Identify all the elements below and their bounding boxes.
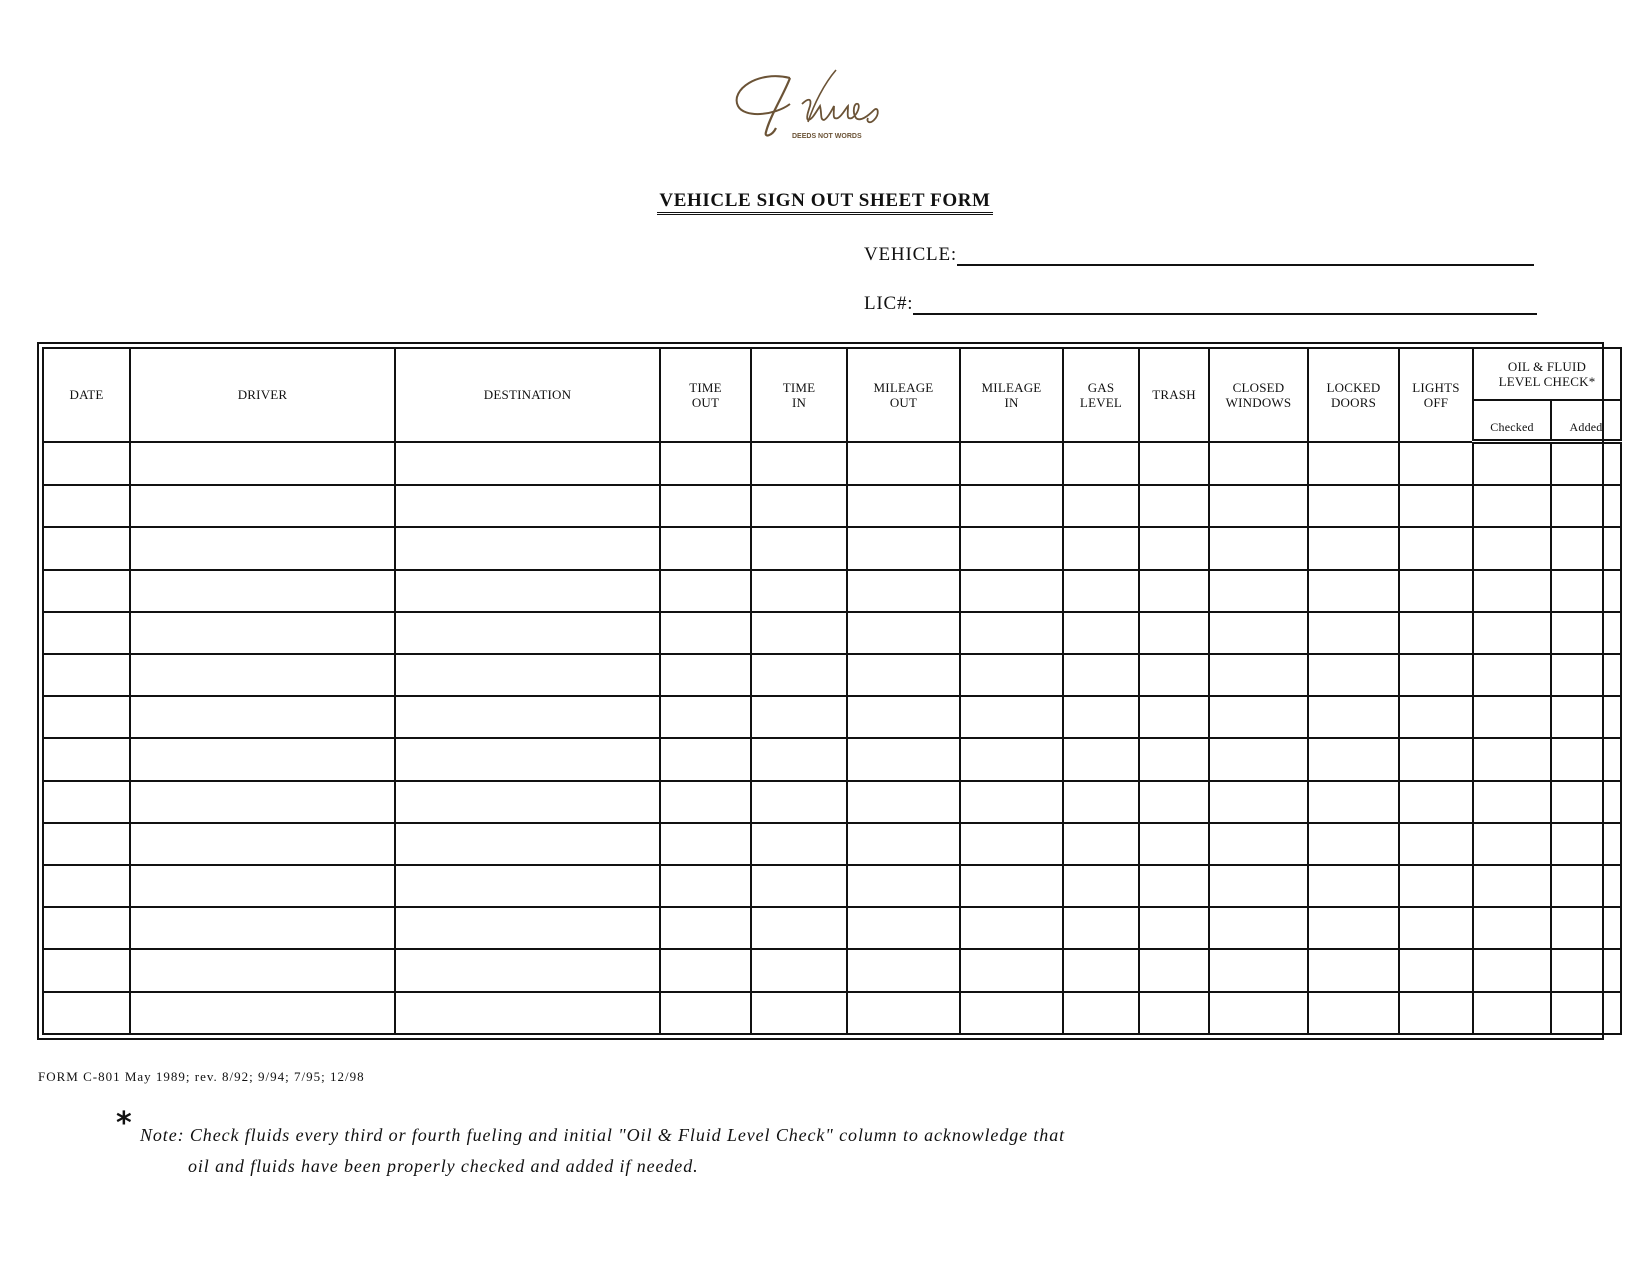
table-cell[interactable]	[847, 865, 960, 907]
table-cell[interactable]	[1551, 907, 1621, 949]
table-cell[interactable]	[1473, 696, 1551, 738]
table-cell[interactable]	[1139, 823, 1209, 865]
table-cell[interactable]	[1139, 696, 1209, 738]
table-cell[interactable]	[1063, 738, 1139, 780]
lic-label: LIC#:	[864, 293, 914, 314]
table-cell[interactable]	[43, 527, 130, 569]
table-cell[interactable]	[1308, 907, 1399, 949]
table-cell[interactable]	[751, 992, 847, 1034]
table-cell[interactable]	[960, 738, 1063, 780]
table-cell[interactable]	[1063, 907, 1139, 949]
table-cell[interactable]	[1551, 738, 1621, 780]
table-cell[interactable]	[847, 738, 960, 780]
table-cell[interactable]	[847, 442, 960, 486]
column-header: DRIVER	[130, 348, 395, 442]
table-cell[interactable]	[660, 992, 751, 1034]
column-header: LIGHTS OFF	[1399, 348, 1473, 442]
table-cell[interactable]	[1209, 949, 1308, 991]
table-cell[interactable]	[960, 570, 1063, 612]
table-cell[interactable]	[395, 696, 660, 738]
sub-column-header: Added	[1551, 400, 1621, 442]
table-cell[interactable]	[1308, 696, 1399, 738]
table-cell[interactable]	[395, 992, 660, 1034]
table-cell[interactable]	[1139, 865, 1209, 907]
table-cell[interactable]	[130, 570, 395, 612]
table-cell[interactable]	[130, 823, 395, 865]
column-header: DATE	[43, 348, 130, 442]
table-cell[interactable]	[751, 485, 847, 527]
column-header: GAS LEVEL	[1063, 348, 1139, 442]
table-cell[interactable]	[960, 781, 1063, 823]
table-cell[interactable]	[751, 907, 847, 949]
table-cell[interactable]	[1063, 781, 1139, 823]
table-cell[interactable]	[1473, 949, 1551, 991]
table-cell[interactable]	[1551, 992, 1621, 1034]
column-header: MILEAGE IN	[960, 348, 1063, 442]
table-cell[interactable]	[660, 570, 751, 612]
form-reference: FORM C-801 May 1989; rev. 8/92; 9/94; 7/95; 12/98	[38, 1069, 365, 1084]
table-cell[interactable]	[1139, 992, 1209, 1034]
table-cell[interactable]	[847, 654, 960, 696]
table-row	[43, 907, 1621, 949]
table-cell[interactable]	[395, 612, 660, 654]
table-cell[interactable]	[43, 612, 130, 654]
table-row	[43, 823, 1621, 865]
table-cell[interactable]	[960, 696, 1063, 738]
table-cell[interactable]	[1308, 823, 1399, 865]
table-cell[interactable]	[1399, 654, 1473, 696]
table-cell[interactable]	[1399, 442, 1473, 486]
table-cell[interactable]	[751, 949, 847, 991]
column-header: DESTINATION	[395, 348, 660, 442]
table-cell[interactable]	[1399, 485, 1473, 527]
sign-out-table-frame	[37, 342, 1604, 1040]
table-cell[interactable]	[395, 527, 660, 569]
table-row	[43, 442, 1621, 486]
table-cell[interactable]	[130, 442, 395, 486]
table-cell[interactable]	[1139, 738, 1209, 780]
table-cell[interactable]	[395, 485, 660, 527]
table-cell[interactable]	[751, 823, 847, 865]
table-cell[interactable]	[1139, 612, 1209, 654]
table-cell[interactable]	[395, 907, 660, 949]
table-cell[interactable]	[1399, 781, 1473, 823]
table-cell[interactable]	[1551, 527, 1621, 569]
table-cell[interactable]	[1209, 781, 1308, 823]
table-cell[interactable]	[1063, 485, 1139, 527]
table-cell[interactable]	[960, 865, 1063, 907]
column-header: MILEAGE OUT	[847, 348, 960, 442]
table-cell[interactable]	[1139, 485, 1209, 527]
table-row	[43, 781, 1621, 823]
table-cell[interactable]	[130, 781, 395, 823]
table-cell[interactable]	[1139, 654, 1209, 696]
table-cell[interactable]	[130, 992, 395, 1034]
table-cell[interactable]	[1473, 823, 1551, 865]
table-cell[interactable]	[660, 949, 751, 991]
table-cell[interactable]	[660, 781, 751, 823]
column-header: TRASH	[1139, 348, 1209, 442]
table-cell[interactable]	[1139, 570, 1209, 612]
table-cell[interactable]	[1209, 696, 1308, 738]
table-cell[interactable]	[1399, 823, 1473, 865]
chimes-logo-mark	[728, 64, 892, 144]
table-cell[interactable]	[395, 949, 660, 991]
table-cell[interactable]	[43, 485, 130, 527]
table-cell[interactable]	[1399, 738, 1473, 780]
table-cell[interactable]	[1399, 570, 1473, 612]
table-row	[43, 654, 1621, 696]
table-cell[interactable]	[847, 612, 960, 654]
column-header: CLOSED WINDOWS	[1209, 348, 1308, 442]
table-cell[interactable]	[660, 865, 751, 907]
table-cell[interactable]	[1308, 949, 1399, 991]
table-cell[interactable]	[395, 781, 660, 823]
table-cell[interactable]	[43, 654, 130, 696]
table-cell[interactable]	[1139, 907, 1209, 949]
table-cell[interactable]	[43, 992, 130, 1034]
table-cell[interactable]	[43, 738, 130, 780]
table-cell[interactable]	[43, 949, 130, 991]
table-cell[interactable]	[1209, 907, 1308, 949]
table-cell[interactable]	[1473, 442, 1551, 486]
table-cell[interactable]	[130, 865, 395, 907]
chimes-logo	[728, 64, 892, 144]
table-cell[interactable]	[43, 781, 130, 823]
table-cell[interactable]	[1551, 612, 1621, 654]
table-cell[interactable]	[751, 865, 847, 907]
table-cell[interactable]	[1308, 612, 1399, 654]
vehicle-input-line[interactable]	[957, 244, 1534, 266]
table-cell[interactable]	[130, 612, 395, 654]
table-cell[interactable]	[1308, 738, 1399, 780]
table-cell[interactable]	[1551, 570, 1621, 612]
table-row	[43, 696, 1621, 738]
table-cell[interactable]	[960, 907, 1063, 949]
table-cell[interactable]	[1473, 485, 1551, 527]
table-cell[interactable]	[1308, 992, 1399, 1034]
table-cell[interactable]	[660, 823, 751, 865]
table-cell[interactable]	[395, 738, 660, 780]
lic-input-line[interactable]	[913, 293, 1537, 315]
table-cell[interactable]	[751, 781, 847, 823]
sub-column-header: Checked	[1473, 400, 1551, 442]
table-cell[interactable]	[130, 654, 395, 696]
table-cell[interactable]	[960, 612, 1063, 654]
table-cell[interactable]	[1473, 738, 1551, 780]
column-header: TIME IN	[751, 348, 847, 442]
table-cell[interactable]	[960, 527, 1063, 569]
table-cell[interactable]	[751, 654, 847, 696]
table-cell[interactable]	[1139, 442, 1209, 486]
asterisk-icon: *	[116, 1106, 133, 1141]
table-cell[interactable]	[1209, 823, 1308, 865]
table-cell[interactable]	[1139, 527, 1209, 569]
table-cell[interactable]	[847, 992, 960, 1034]
table-cell[interactable]	[1399, 696, 1473, 738]
table-cell[interactable]	[751, 696, 847, 738]
table-cell[interactable]	[43, 823, 130, 865]
table-row	[43, 738, 1621, 780]
table-cell[interactable]	[1551, 781, 1621, 823]
table-cell[interactable]	[1551, 949, 1621, 991]
table-cell[interactable]	[1063, 823, 1139, 865]
table-cell[interactable]	[130, 738, 395, 780]
table-cell[interactable]	[1308, 654, 1399, 696]
table-row	[43, 570, 1621, 612]
table-row	[43, 865, 1621, 907]
table-cell[interactable]	[847, 949, 960, 991]
table-cell[interactable]	[660, 485, 751, 527]
table-cell[interactable]	[130, 949, 395, 991]
vehicle-field	[864, 244, 1534, 266]
table-cell[interactable]	[1063, 527, 1139, 569]
table-cell[interactable]	[43, 570, 130, 612]
table-cell[interactable]	[1063, 570, 1139, 612]
table-cell[interactable]	[1399, 907, 1473, 949]
table-cell[interactable]	[660, 654, 751, 696]
table-cell[interactable]	[660, 738, 751, 780]
table-cell[interactable]	[960, 823, 1063, 865]
table-cell[interactable]	[1473, 570, 1551, 612]
logo-tagline: DEEDS NOT WORDS	[792, 133, 862, 140]
table-cell[interactable]	[751, 527, 847, 569]
table-cell[interactable]	[1399, 949, 1473, 991]
table-cell[interactable]	[1063, 612, 1139, 654]
table-cell[interactable]	[395, 442, 660, 486]
page-title-text: VEHICLE SIGN OUT SHEET FORM	[657, 190, 992, 215]
table-cell[interactable]	[847, 527, 960, 569]
table-cell[interactable]	[1473, 654, 1551, 696]
table-cell[interactable]	[395, 865, 660, 907]
table-cell[interactable]	[751, 442, 847, 486]
table-cell[interactable]	[660, 696, 751, 738]
table-cell[interactable]	[130, 485, 395, 527]
table-cell[interactable]	[751, 738, 847, 780]
table-cell[interactable]	[847, 823, 960, 865]
table-cell[interactable]	[1551, 654, 1621, 696]
page-title	[0, 190, 1650, 212]
table-cell[interactable]	[1209, 654, 1308, 696]
table-cell[interactable]	[1139, 949, 1209, 991]
table-cell[interactable]	[847, 696, 960, 738]
table-cell[interactable]	[960, 992, 1063, 1034]
table-cell[interactable]	[130, 907, 395, 949]
table-cell[interactable]	[1063, 654, 1139, 696]
table-cell[interactable]	[847, 485, 960, 527]
table-cell[interactable]	[1063, 949, 1139, 991]
table-cell[interactable]	[660, 907, 751, 949]
table-row	[43, 527, 1621, 569]
table-cell[interactable]	[43, 865, 130, 907]
lic-field	[864, 293, 1537, 315]
sign-out-table	[42, 347, 1622, 1035]
table-cell[interactable]	[847, 907, 960, 949]
table-cell[interactable]	[1399, 612, 1473, 654]
table-cell[interactable]	[1063, 696, 1139, 738]
vehicle-label: VEHICLE:	[864, 244, 957, 265]
table-cell[interactable]	[1551, 485, 1621, 527]
table-cell[interactable]	[395, 570, 660, 612]
table-cell[interactable]	[1473, 781, 1551, 823]
table-cell[interactable]	[43, 696, 130, 738]
table-cell[interactable]	[1209, 612, 1308, 654]
table-cell[interactable]	[660, 612, 751, 654]
oil-fluid-check-header: OIL & FLUID LEVEL CHECK*	[1473, 348, 1621, 400]
table-cell[interactable]	[1063, 992, 1139, 1034]
note-line-2: oil and fluids have been properly checked and added if needed.	[188, 1156, 699, 1176]
column-header: LOCKED DOORS	[1308, 348, 1399, 442]
table-row	[43, 612, 1621, 654]
table-cell[interactable]	[130, 527, 395, 569]
table-cell[interactable]	[1209, 442, 1308, 486]
table-cell[interactable]	[960, 654, 1063, 696]
table-cell[interactable]	[960, 949, 1063, 991]
table-cell[interactable]	[395, 823, 660, 865]
table-cell[interactable]	[751, 612, 847, 654]
table-cell[interactable]	[1209, 527, 1308, 569]
table-cell[interactable]	[960, 485, 1063, 527]
table-cell[interactable]	[1308, 865, 1399, 907]
table-cell[interactable]	[1551, 442, 1621, 486]
table-cell[interactable]	[1063, 865, 1139, 907]
table-cell[interactable]	[751, 570, 847, 612]
table-cell[interactable]	[1473, 865, 1551, 907]
table-row	[43, 485, 1621, 527]
table-cell[interactable]	[847, 570, 960, 612]
table-cell[interactable]	[1209, 570, 1308, 612]
table-cell[interactable]	[1399, 865, 1473, 907]
table-cell[interactable]	[847, 781, 960, 823]
table-cell[interactable]	[1063, 442, 1139, 486]
table-cell[interactable]	[1551, 696, 1621, 738]
table-cell[interactable]	[1209, 865, 1308, 907]
table-cell[interactable]	[1473, 527, 1551, 569]
table-cell[interactable]	[1308, 485, 1399, 527]
table-cell[interactable]	[1473, 612, 1551, 654]
table-cell[interactable]	[1399, 527, 1473, 569]
table-cell[interactable]	[1308, 781, 1399, 823]
table-cell[interactable]	[1551, 823, 1621, 865]
table-cell[interactable]	[1308, 527, 1399, 569]
table-row	[43, 992, 1621, 1034]
table-cell[interactable]	[43, 907, 130, 949]
table-cell[interactable]	[660, 527, 751, 569]
table-cell[interactable]	[1308, 442, 1399, 486]
table-cell[interactable]	[1308, 570, 1399, 612]
table-cell[interactable]	[960, 442, 1063, 486]
table-cell[interactable]	[130, 696, 395, 738]
table-cell[interactable]	[1139, 781, 1209, 823]
table-cell[interactable]	[1209, 485, 1308, 527]
table-cell[interactable]	[1399, 992, 1473, 1034]
column-header: TIME OUT	[660, 348, 751, 442]
table-cell[interactable]	[1473, 907, 1551, 949]
table-cell[interactable]	[1551, 865, 1621, 907]
table-cell[interactable]	[1473, 992, 1551, 1034]
table-cell[interactable]	[43, 442, 130, 486]
table-cell[interactable]	[1209, 738, 1308, 780]
table-cell[interactable]	[395, 654, 660, 696]
table-cell[interactable]	[660, 442, 751, 486]
note-line-1: Note: Check fluids every third or fourth fueling and initial "Oil & Fluid Level Check" column to acknowledge that	[140, 1125, 1066, 1145]
table-row	[43, 949, 1621, 991]
table-cell[interactable]	[1209, 992, 1308, 1034]
